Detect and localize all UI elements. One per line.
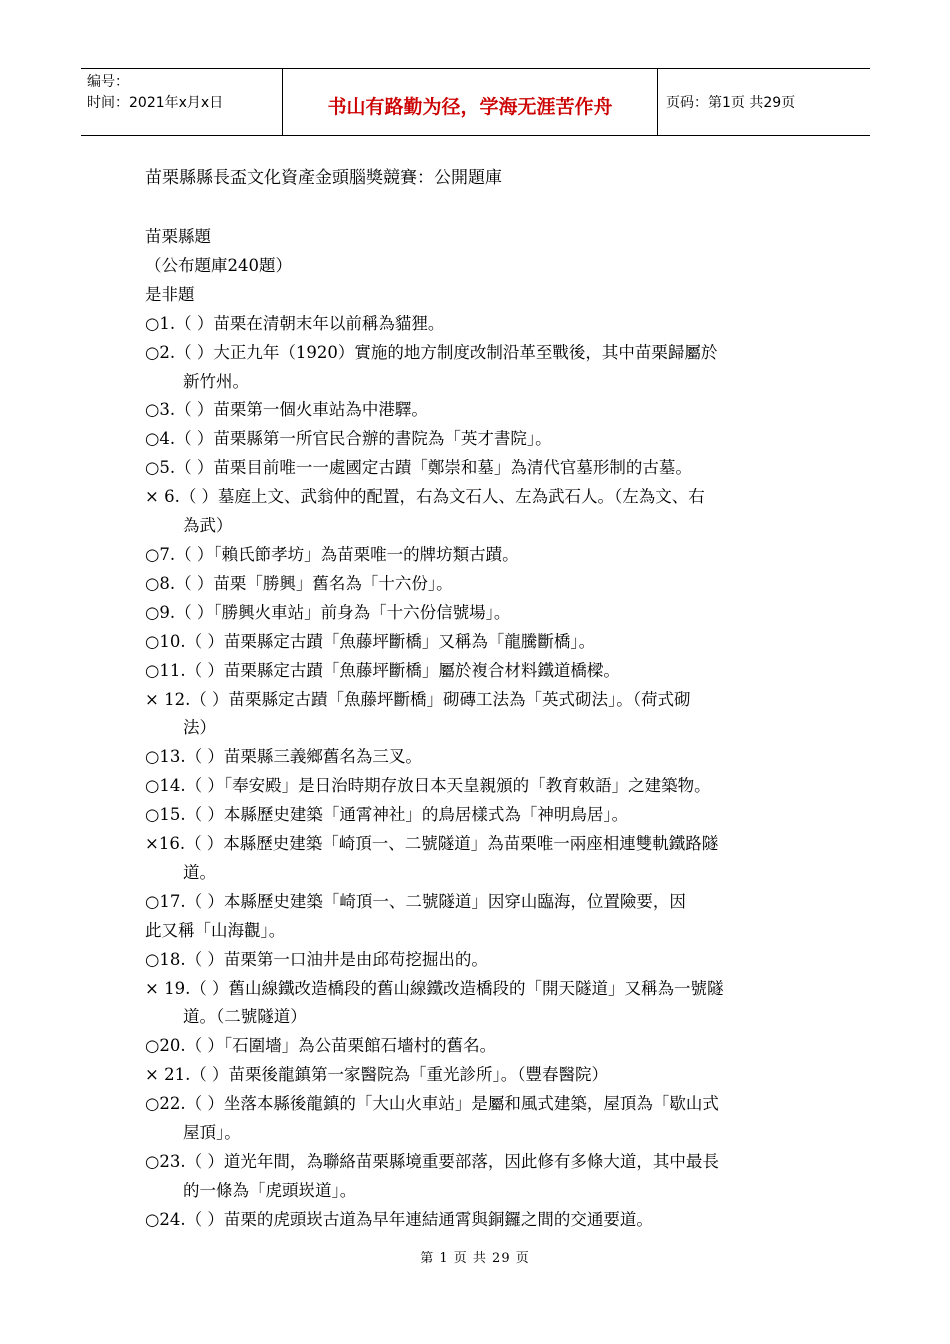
page-header xyxy=(81,68,870,136)
text-line: ○5.（ ）苗栗目前唯一一處國定古蹟「鄭崇和墓」為清代官墓形制的古墓。 xyxy=(145,458,692,478)
code-label: 编号： xyxy=(87,74,129,90)
header-page-info: 页码：第1页 共29页 xyxy=(666,95,796,111)
text-line: 道。（二號隧道） xyxy=(183,1007,307,1027)
text-line: × 6.（ ）墓庭上文、武翁仲的配置，右為文石人、左為武石人。（左為文、右 xyxy=(145,487,705,507)
text-line: ○3.（ ）苗栗第一個火車站為中港驛。 xyxy=(145,400,428,420)
text-line: ×16.（ ）本縣歷史建築「崎頂一、二號隧道」為苗栗唯一兩座相連雙軌鐵路隧 xyxy=(145,834,719,854)
text-line: ○9.（ ）「勝興火車站」前身為「十六份信號場」。 xyxy=(145,602,511,622)
text-line: ○10.（ ）苗栗縣定古蹟「魚藤坪斷橋」又稱為「龍騰斷橋」。 xyxy=(145,631,596,651)
text-line: 苗栗縣題 xyxy=(145,227,211,246)
text-line: ○2.（ ）大正九年（1920）實施的地方制度改制沿革至戰後，其中苗栗歸屬於 xyxy=(145,342,718,362)
text-line: ○23.（ ）道光年間，為聯絡苗栗縣境重要部落，因此修有多條大道，其中最長 xyxy=(145,1152,719,1171)
document-title: 苗栗縣縣長盃文化資產金頭腦獎競賽：公開題庫 xyxy=(145,168,502,188)
text-line: 道。 xyxy=(183,862,216,882)
text-line: ○17.（ ）本縣歷史建築「崎頂一、二號隧道」因穿山臨海，位置險要，因 xyxy=(145,891,686,911)
text-line: ○15.（ ）本縣歷史建築「通霄神社」的鳥居樣式為「神明鳥居」。 xyxy=(145,805,629,825)
text-line: 新竹州。 xyxy=(183,371,249,391)
text-line: ○20.（ ）「石圍墻」為公苗栗館石墻村的舊名。 xyxy=(145,1036,497,1056)
text-line: 為武） xyxy=(183,516,233,536)
text-line: × 12.（ ）苗栗縣定古蹟「魚藤坪斷橋」砌磚工法為「英式砌法」。（荷式砌 xyxy=(145,689,691,709)
text-line: 屋頂」。 xyxy=(183,1123,241,1143)
text-line: 是非題 xyxy=(145,284,195,304)
text-line: ○1.（ ）苗栗在清朝末年以前稱為貓狸。 xyxy=(145,313,445,333)
text-line: ○18.（ ）苗栗第一口油井是由邱苟挖掘出的。 xyxy=(145,949,488,969)
text-line: ○4.（ ）苗栗縣第一所官民合辦的書院為「英才書院」。 xyxy=(145,429,552,449)
text-line: ○14.（ ）「奉安殿」是日治時期存放日本天皇親頒的「教育敕語」之建築物。 xyxy=(145,776,711,796)
text-line: ○13.（ ）苗栗縣三義鄉舊名為三叉。 xyxy=(145,747,422,767)
text-line: （公布題庫240題） xyxy=(145,255,292,275)
text-line: ○8.（ ）苗栗「勝興」舊名為「十六份」。 xyxy=(145,573,453,593)
text-line: 的一條為「虎頭崁道」。 xyxy=(183,1180,357,1200)
text-line: ○22.（ ）坐落本縣後龍鎮的「大山火車站」是屬和風式建築，屋頂為「歇山式 xyxy=(145,1094,719,1114)
text-line: × 19.（ ）舊山線鐵改造橋段的舊山線鐵改造橋段的「開天隧道」又稱為一號隧 xyxy=(145,978,724,998)
text-line: ○11.（ ）苗栗縣定古蹟「魚藤坪斷橋」屬於複合材料鐵道橋樑。 xyxy=(145,660,620,680)
text-line: × 21.（ ）苗栗後龍鎮第一家醫院為「重光診所」。（豐春醫院） xyxy=(145,1065,609,1085)
text-line: ○24.（ ）苗栗的虎頭崁古道為早年連結通霄與銅鑼之間的交通要道。 xyxy=(145,1209,653,1229)
header-slogan: 书山有路勤为径，学海无涯苦作舟 xyxy=(283,69,658,135)
date-label: 时间：2021年x月x日 xyxy=(87,95,224,111)
text-line: 此又稱「山海觀」。 xyxy=(145,920,286,940)
text-line: ○7.（ ）「賴氏節孝坊」為苗栗唯一的牌坊類古蹟。 xyxy=(145,544,519,564)
header-meta xyxy=(81,69,283,135)
page-footer: 第 1 页 共 29 页 xyxy=(420,1251,530,1266)
text-line: 法） xyxy=(183,718,216,738)
question-list xyxy=(145,223,810,1235)
